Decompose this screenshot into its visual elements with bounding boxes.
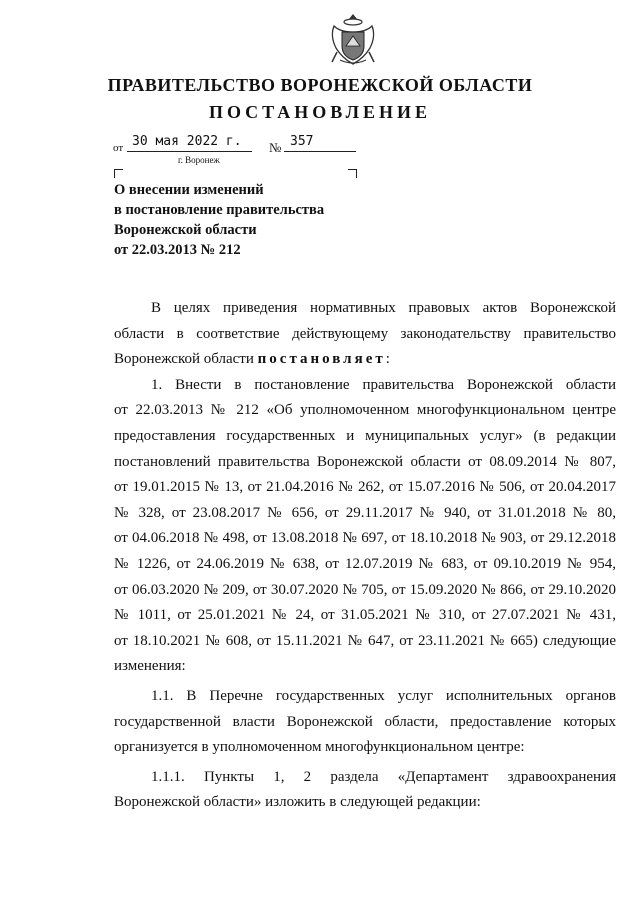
subject-line: в постановление правительства bbox=[114, 202, 325, 218]
body-line bbox=[114, 347, 616, 373]
body-line: от 04.06.2018 № 498, от 13.08.2018 № 697, от 18.10.2018 № 903, от 29.12.2018 bbox=[114, 530, 616, 547]
body-line: области в соответствие действующему законодательству правительство bbox=[114, 325, 616, 342]
subject-line: О внесении изменений bbox=[114, 182, 264, 198]
body-line: № 328, от 23.08.2017 № 656, от 29.11.2017 № 940, от 31.01.2018 № 80, bbox=[114, 504, 616, 521]
body-line: 1.1. В Перечне государственных услуг исполнительных органов bbox=[151, 687, 616, 704]
government-title: ПРАВИТЕЛЬСТВО ВОРОНЕЖСКОЙ ОБЛАСТИ bbox=[107, 75, 533, 95]
body-line: 1. Внести в постановление правительства Воронежской области bbox=[151, 376, 616, 393]
coat-of-arms-icon bbox=[328, 12, 378, 68]
number-underline bbox=[284, 151, 356, 152]
body-line: организуется в уполномоченном многофункциональном центре: bbox=[114, 739, 525, 756]
subject-line: от 22.03.2013 № 212 bbox=[114, 242, 241, 258]
body-line: Воронежской области» изложить в следующей редакции: bbox=[114, 794, 481, 811]
body-line: государственной власти Воронежской области, предоставление которых bbox=[114, 713, 616, 730]
subject-line: Воронежской области bbox=[114, 222, 257, 238]
body-line-end: : bbox=[385, 351, 390, 368]
body-line: предоставления государственных и муниципальных услуг» (в редакции bbox=[114, 427, 616, 444]
body-line: от 19.01.2015 № 13, от 21.04.2016 № 262, от 15.07.2016 № 506, от 20.04.2017 bbox=[114, 479, 616, 496]
date-prefix: от bbox=[113, 142, 124, 154]
body-line: постановлений правительства Воронежской области от 08.09.2014 № 807, bbox=[114, 453, 616, 470]
body-line: № 1011, от 25.01.2021 № 24, от 31.05.2021 № 310, от 27.07.2021 № 431, bbox=[114, 607, 616, 624]
body-line: 1.1.1. Пункты 1, 2 раздела «Департамент здравоохранения bbox=[151, 768, 616, 785]
body-line: изменения: bbox=[114, 658, 186, 675]
subject-corner-right bbox=[348, 169, 357, 178]
date-underline bbox=[127, 151, 252, 152]
decree-verb: постановляет bbox=[257, 351, 386, 368]
document-number: 357 bbox=[290, 134, 314, 149]
document-city: г. Воронеж bbox=[178, 155, 220, 165]
body-line-prefix: Воронежской области bbox=[114, 351, 258, 368]
body-line: от 06.03.2020 № 209, от 30.07.2020 № 705, от 15.09.2020 № 866, от 29.10.2020 bbox=[114, 581, 616, 598]
body-line: от 22.03.2013 № 212 «Об уполномоченном многофункциональном центре bbox=[114, 402, 616, 419]
body-line: от 18.10.2021 № 608, от 15.11.2021 № 647, от 23.11.2021 № 665) следующие bbox=[114, 632, 616, 649]
subject-corner-left bbox=[114, 169, 123, 178]
document-body bbox=[114, 296, 616, 816]
document-subject bbox=[114, 180, 324, 260]
document-type-title: ПОСТАНОВЛЕНИЕ bbox=[208, 102, 432, 122]
body-line: № 1226, от 24.06.2019 № 638, от 12.07.2019 № 683, от 09.10.2019 № 954, bbox=[114, 555, 616, 572]
document-date: 30 мая 2022 г. bbox=[132, 134, 242, 149]
number-label: № bbox=[269, 140, 282, 155]
body-line: В целях приведения нормативных правовых актов Воронежской bbox=[151, 300, 616, 316]
